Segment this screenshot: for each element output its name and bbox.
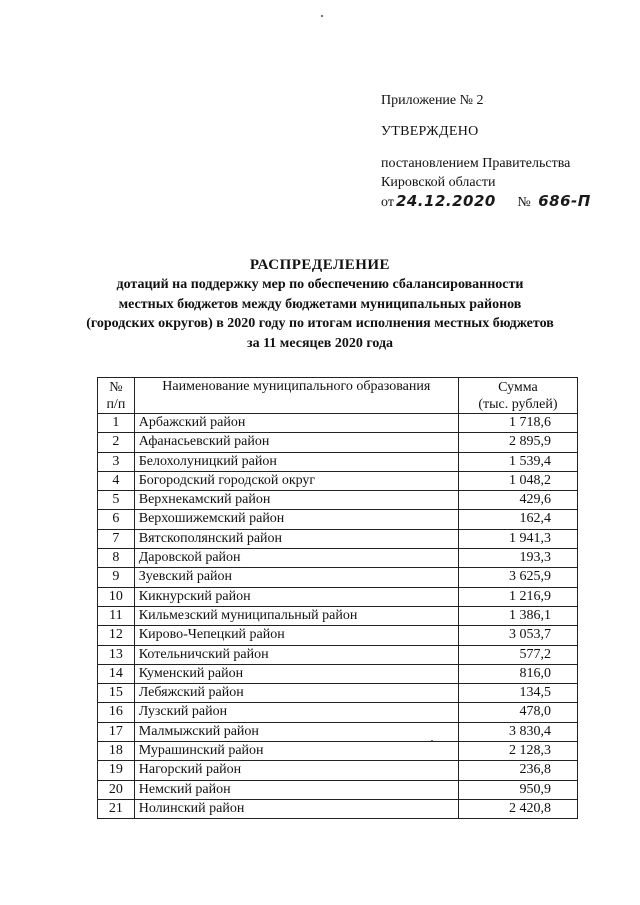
row-number: 2 (98, 433, 135, 452)
header-number (98, 378, 135, 414)
subtitle-line-4: за 11 месяцев 2020 года (246, 335, 394, 351)
header-name: Наименование муниципального образования (134, 378, 458, 414)
row-municipality: Белохолуницкий район (134, 452, 458, 471)
table-row (98, 761, 578, 780)
row-sum: 1 216,9 (458, 587, 577, 606)
row-sum: 162,4 (458, 510, 577, 529)
table-row (98, 433, 578, 452)
row-municipality: Лузский район (134, 703, 458, 722)
row-municipality: Куменский район (134, 664, 458, 683)
row-number: 15 (98, 684, 135, 703)
row-number: 12 (98, 626, 135, 645)
row-municipality: Арбажский район (134, 414, 458, 433)
table-row (98, 626, 578, 645)
row-sum: 429,6 (458, 491, 577, 510)
row-municipality: Мурашинский район (134, 742, 458, 761)
table-row (98, 780, 578, 799)
row-sum: 2 420,8 (458, 799, 577, 818)
table-row (98, 452, 578, 471)
row-municipality: Котельничский район (134, 645, 458, 664)
table-row (98, 606, 578, 625)
row-sum: 236,8 (458, 761, 577, 780)
row-municipality: Лебяжский район (134, 684, 458, 703)
row-number: 3 (98, 452, 135, 471)
row-sum: 950,9 (458, 780, 577, 799)
row-sum: 1 539,4 (458, 452, 577, 471)
table-row (98, 549, 578, 568)
row-municipality: Нагорский район (134, 761, 458, 780)
table-row (98, 645, 578, 664)
row-sum: 1 941,3 (458, 529, 577, 548)
subtitle-line-3: (городских округов) в 2020 году по итогам исполнения местных бюджетов (86, 316, 554, 331)
row-number: 14 (98, 664, 135, 683)
table-row (98, 722, 578, 741)
appendix-label: Приложение № 2 (381, 93, 484, 108)
subsidy-table (97, 377, 578, 819)
row-sum: 1 718,6 (458, 414, 577, 433)
table-row (98, 799, 578, 818)
row-municipality: Кирово-Чепецкий район (134, 626, 458, 645)
table-row (98, 529, 578, 548)
subtitle-line-2: местных бюджетов между бюджетами муниципальных районов (118, 296, 522, 312)
row-municipality: Немский район (134, 780, 458, 799)
row-municipality: Нолинский район (134, 799, 458, 818)
row-number: 5 (98, 491, 135, 510)
row-municipality: Богородский городской округ (134, 471, 458, 490)
header-number-line-2: п/п (106, 396, 126, 412)
row-sum: 816,0 (458, 664, 577, 683)
row-municipality: Вятскополянский район (134, 529, 458, 548)
decree-line-1: постановлением Правительства (381, 156, 571, 171)
table-row (98, 491, 578, 510)
approved-label: УТВЕРЖДЕНО (381, 124, 479, 139)
row-sum: 577,2 (458, 645, 577, 664)
table-row (98, 742, 578, 761)
row-sum: 2 128,3 (458, 742, 577, 761)
table-row (98, 684, 578, 703)
row-municipality: Верхнекамский район (134, 491, 458, 510)
subtitle-line-1: дотаций на поддержку мер по обеспечению сбалансированности (116, 277, 524, 292)
table-row (98, 510, 578, 529)
row-number: 13 (98, 645, 135, 664)
table-row (98, 664, 578, 683)
row-number: 17 (98, 722, 135, 741)
row-number: 10 (98, 587, 135, 606)
row-municipality: Малмыжский район (134, 722, 458, 741)
document-title: РАСПРЕДЕЛЕНИЕ (249, 257, 391, 273)
row-sum: 3 053,7 (458, 626, 577, 645)
row-number: 18 (98, 742, 135, 761)
row-municipality: Даровской район (134, 549, 458, 568)
row-municipality: Зуевский район (134, 568, 458, 587)
decree-line-2: Кировской области (381, 175, 496, 190)
row-number: 9 (98, 568, 135, 587)
row-municipality: Верхошижемский район (134, 510, 458, 529)
header-sum-line-1: Сумма (498, 379, 538, 395)
row-sum: 134,5 (458, 684, 577, 703)
row-municipality: Афанасьевский район (134, 433, 458, 452)
row-number: 1 (98, 414, 135, 433)
table-header-row (98, 378, 578, 414)
decree-date-line (381, 192, 591, 212)
row-sum: 1 386,1 (458, 606, 577, 625)
table-row (98, 568, 578, 587)
row-sum: 478,0 (458, 703, 577, 722)
number-prefix: № (517, 195, 531, 210)
table-row (98, 471, 578, 490)
row-number: 16 (98, 703, 135, 722)
document-subtitle (0, 275, 640, 353)
handwritten-date: 24.12.2020 (395, 192, 496, 210)
row-number: 6 (98, 510, 135, 529)
header-sum (458, 378, 577, 414)
row-sum: 2 895,9 (458, 433, 577, 452)
header-number-line-1: № (109, 379, 123, 395)
row-number: 21 (98, 799, 135, 818)
row-municipality: Кильмезский муниципальный район (134, 606, 458, 625)
table-row (98, 703, 578, 722)
row-number: 4 (98, 471, 135, 490)
row-number: 20 (98, 780, 135, 799)
row-sum: 3 830,4 (458, 722, 577, 741)
row-sum: 1 048,2 (458, 471, 577, 490)
scan-speck (321, 15, 323, 17)
row-sum: 3 625,9 (458, 568, 577, 587)
row-number: 8 (98, 549, 135, 568)
row-number: 7 (98, 529, 135, 548)
header-sum-line-2: (тыс. рублей) (478, 396, 558, 412)
handwritten-number: 686-П (538, 192, 591, 210)
row-number: 11 (98, 606, 135, 625)
row-municipality: Кикнурский район (134, 587, 458, 606)
table-row (98, 587, 578, 606)
row-number: 19 (98, 761, 135, 780)
row-sum: 193,3 (458, 549, 577, 568)
date-prefix: от (381, 195, 394, 210)
table-row (98, 414, 578, 433)
